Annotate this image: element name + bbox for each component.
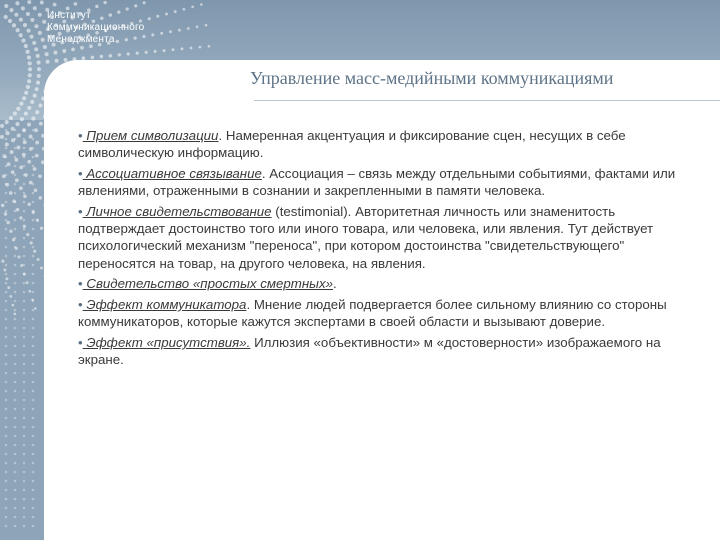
item-text: . Ассоциация – связь между отдельными событиями, фактами или явлениями, отраженными в сознании и закрепленными в памяти человека. bbox=[78, 166, 676, 199]
bullet-icon: • bbox=[78, 166, 83, 181]
list-item bbox=[78, 165, 683, 199]
bullet-icon: • bbox=[78, 335, 83, 351]
bullet-icon: • bbox=[78, 128, 83, 143]
list-item bbox=[78, 296, 683, 330]
bullet-icon: • bbox=[78, 297, 83, 313]
bullet-icon: • bbox=[78, 204, 83, 219]
item-text: . Намеренная акцентуация и фиксирование сцен, несущих в себе символическую информацию. bbox=[78, 128, 626, 161]
item-text: (testimonial). Авторитетная личность или знаменитость подтверждает достоинство того или иного товара, или человека, или явления. Тут действует психологический механизм "переноса", при котором достоинства "свидетельствующего" переносятся на товар, на другого человека, на явления. bbox=[78, 204, 654, 271]
item-text: Иллюзия «объективности» м «достоверности» изображаемого на экране. bbox=[78, 335, 661, 368]
bullet-icon: • bbox=[78, 276, 83, 292]
item-term: Прием символизации bbox=[82, 128, 219, 143]
title-divider bbox=[254, 100, 720, 101]
list-item bbox=[78, 334, 683, 368]
list-item bbox=[78, 203, 683, 272]
list-item bbox=[78, 275, 683, 292]
item-text: . bbox=[333, 276, 337, 292]
logo-line-3: Менеджмента bbox=[47, 34, 115, 45]
logo-line-1: Институт bbox=[47, 10, 91, 21]
bullet-list bbox=[78, 127, 683, 372]
list-item bbox=[78, 127, 683, 161]
logo-line-2: Коммуникационного bbox=[47, 22, 145, 33]
item-term: Эффект «присутствия». bbox=[82, 335, 251, 351]
institute-logo bbox=[47, 10, 144, 46]
slide-title: Управление масс-медийными коммуникациями bbox=[250, 68, 614, 88]
item-term: Ассоциативное связывание bbox=[82, 166, 262, 181]
item-term: Свидетельство «простых смертных» bbox=[82, 276, 333, 292]
item-term: Эффект коммуникатора bbox=[82, 297, 247, 313]
item-term: Личное свидетельствование bbox=[82, 204, 272, 219]
item-text: . Мнение людей подвергается более сильному влиянию со стороны коммуникаторов, которые кажутся экспертами в своей области и вызывают доверие. bbox=[78, 297, 667, 330]
